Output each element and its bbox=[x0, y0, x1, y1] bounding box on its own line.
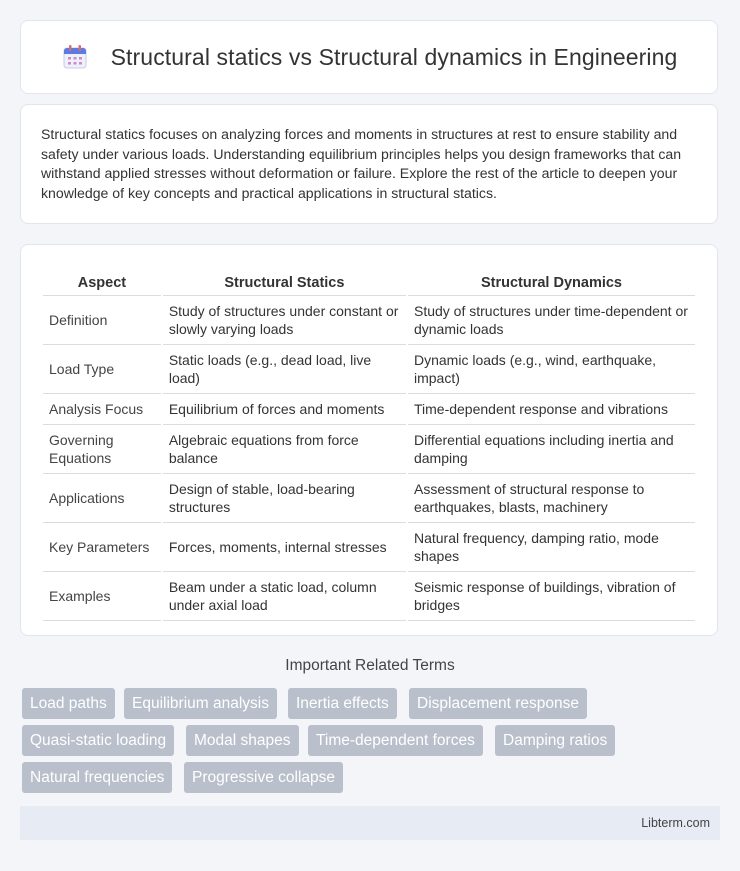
table-row bbox=[43, 296, 695, 345]
related-terms-title: Important Related Terms bbox=[285, 657, 455, 674]
tag-load-paths[interactable]: Load paths bbox=[22, 688, 115, 719]
tag-damping-ratios[interactable]: Damping ratios bbox=[495, 725, 615, 756]
calendar-icon bbox=[61, 43, 89, 71]
row-statics: Static loads (e.g., dead load, live load) bbox=[163, 345, 406, 394]
row-dynamics: Natural frequency, damping ratio, mode shapes bbox=[408, 523, 695, 572]
row-statics: Study of structures under constant or slowly varying loads bbox=[163, 296, 406, 345]
column-header-statics: Structural Statics bbox=[163, 265, 406, 296]
tag-modal-shapes[interactable]: Modal shapes bbox=[186, 725, 299, 756]
row-aspect: Definition bbox=[43, 296, 161, 345]
row-dynamics: Assessment of structural response to earthquakes, blasts, machinery bbox=[408, 474, 695, 523]
tag-displacement-response[interactable]: Displacement response bbox=[409, 688, 587, 719]
footer-site-link[interactable]: Libterm.com bbox=[641, 816, 710, 830]
comparison-card bbox=[20, 244, 718, 636]
intro-text: Structural statics focuses on analyzing forces and moments in structures at rest to ensure stability and safety under various loads. Understanding equilibrium principles helps you design frameworks that can withstand applied stresses without deformation or failure. Explore the rest of the article to deepen your knowledge of key concepts and practical applications in structural statics. bbox=[41, 126, 682, 201]
tag-natural-frequencies[interactable]: Natural frequencies bbox=[22, 762, 172, 793]
row-statics: Algebraic equations from force balance bbox=[163, 425, 406, 474]
row-statics: Forces, moments, internal stresses bbox=[163, 523, 406, 572]
row-aspect: Load Type bbox=[43, 345, 161, 394]
table-row bbox=[43, 474, 695, 523]
comparison-table bbox=[41, 265, 697, 621]
row-dynamics: Seismic response of buildings, vibration of bridges bbox=[408, 572, 695, 621]
row-aspect: Examples bbox=[43, 572, 161, 621]
row-aspect: Governing Equations bbox=[43, 425, 161, 474]
row-statics: Beam under a static load, column under axial load bbox=[163, 572, 406, 621]
row-aspect: Applications bbox=[43, 474, 161, 523]
row-dynamics: Dynamic loads (e.g., wind, earthquake, impact) bbox=[408, 345, 695, 394]
column-header-aspect: Aspect bbox=[43, 265, 161, 296]
tag-quasi-static-loading[interactable]: Quasi-static loading bbox=[22, 725, 174, 756]
table-row bbox=[43, 572, 695, 621]
table-row bbox=[43, 425, 695, 474]
row-dynamics: Differential equations including inertia and damping bbox=[408, 425, 695, 474]
table-row bbox=[43, 523, 695, 572]
tag-inertia-effects[interactable]: Inertia effects bbox=[288, 688, 397, 719]
row-dynamics: Study of structures under time-dependent or dynamic loads bbox=[408, 296, 695, 345]
row-statics: Design of stable, load-bearing structures bbox=[163, 474, 406, 523]
column-header-dynamics: Structural Dynamics bbox=[408, 265, 695, 296]
row-dynamics: Time-dependent response and vibrations bbox=[408, 394, 695, 425]
row-aspect: Analysis Focus bbox=[43, 394, 161, 425]
tag-progressive-collapse[interactable]: Progressive collapse bbox=[184, 762, 343, 793]
title-card bbox=[20, 20, 718, 94]
row-aspect: Key Parameters bbox=[43, 523, 161, 572]
table-row bbox=[43, 345, 695, 394]
tag-time-dependent-forces[interactable]: Time-dependent forces bbox=[308, 725, 483, 756]
row-statics: Equilibrium of forces and moments bbox=[163, 394, 406, 425]
footer bbox=[20, 806, 720, 840]
page-title: Structural statics vs Structural dynamics in Engineering bbox=[110, 43, 678, 70]
tag-equilibrium-analysis[interactable]: Equilibrium analysis bbox=[124, 688, 277, 719]
table-header-row bbox=[43, 265, 695, 296]
intro-card bbox=[20, 104, 718, 224]
table-row bbox=[43, 394, 695, 425]
